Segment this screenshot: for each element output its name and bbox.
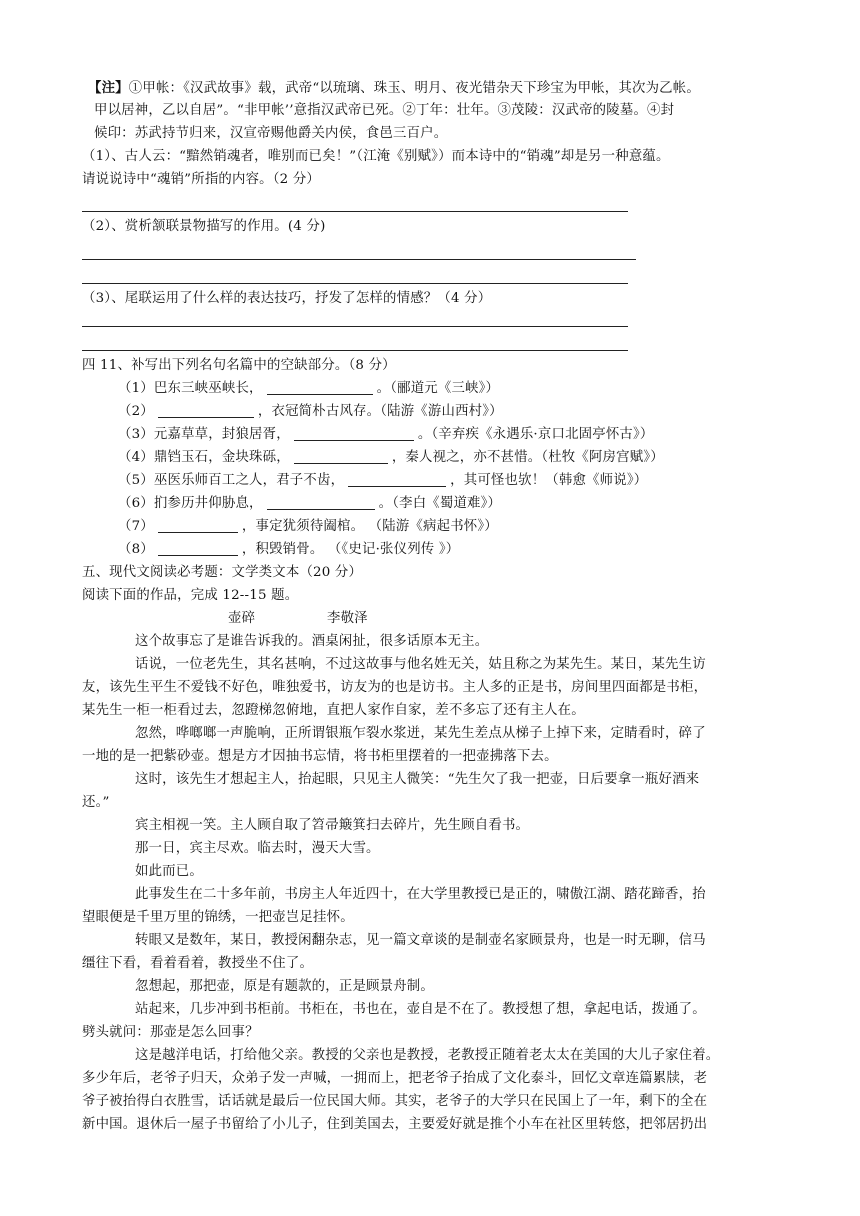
fill-blank[interactable]	[158, 518, 238, 533]
answer-line[interactable]	[82, 211, 628, 212]
story-line: 如此而已。	[135, 864, 203, 879]
story-line: 望眼便是千里万里的锦绣，一把壶岂足挂怀。	[82, 910, 354, 925]
story-line: 宾主相视一笑。主人顾自取了笤帚簸箕扫去碎片，先生顾自看书。	[135, 818, 530, 833]
story-author: 李敬泽	[327, 611, 368, 626]
fill-blank[interactable]	[294, 449, 388, 464]
story-title: 壶碎	[228, 611, 256, 626]
section-4-title: 四 11、补写出下列名句名篇中的空缺部分。（8 分）	[82, 358, 396, 373]
fill-item-6: （6）扪参历井仰胁息， 。（李白《蜀道难》）	[118, 496, 502, 511]
story-line: 新中国。退休后一屋子书留给了小儿子，住到美国去，主要爱好就是推个小车在社区里转悠，把邻居扔出	[82, 1117, 708, 1132]
section-5-title: 五、现代文阅读必考题：文学类文本（20 分）	[82, 565, 363, 580]
note-line-1: 【注】①甲帐：《汉武故事》载，武帝“以琉璃、珠玉、明月、夜光错杂天下珍宝为甲帐，其次为乙帐。	[88, 80, 700, 96]
story-line: 忽然，哗啷啷一声脆响，正所谓银瓶乍裂水浆迸，某先生差点从梯子上掉下来，定睛看时，碎了	[135, 726, 706, 741]
fill-item-7: （7） ，事定犹须待阖棺。 （陆游《病起书怀》）	[118, 519, 498, 534]
story-line: 忽想起，那把壶，原是有题款的，正是顾景舟制。	[135, 979, 434, 994]
answer-line[interactable]	[82, 259, 636, 260]
note-line-2: 甲以居神，乙以自居”。“非甲帐’’意指汉武帝已死。②丁年：壮年。③茂陵：汉武帝的陵墓。④封	[94, 103, 675, 118]
note-label: 【注】	[88, 80, 129, 96]
story-line: 友，该先生平生不爱钱不好色，唯独爱书，访友为的也是访书。主人多的正是书，房间里四面都是书柜，	[82, 680, 708, 695]
fill-blank[interactable]	[267, 380, 373, 395]
fill-item-5: （5）巫医乐师百工之人，君子不齿， ，其可怪也欤！（韩愈《师说》）	[118, 473, 648, 488]
story-line: 话说，一位老先生，其名甚响，不过这故事与他名姓无关，姑且称之为某先生。某日，某先生访	[135, 657, 706, 672]
story-line: 此事发生在二十多年前，书房主人年近四十，在大学里教授已是正的，啸傲江湖、踏花蹄香，抬	[135, 887, 706, 902]
story-line: 这时，该先生才想起主人，抬起眼，只见主人微笑：“先生欠了我一把壶，日后要拿一瓶好酒来	[135, 772, 700, 787]
answer-line[interactable]	[82, 283, 628, 284]
fill-item-1: （1）巴东三峡巫峡长， 。（郦道元《三峡》）	[118, 381, 500, 396]
story-line: 缰往下看，看着看着，教授坐不住了。	[82, 956, 314, 971]
fill-item-4: （4）鼎铛玉石，金块珠砾， ，秦人视之，亦不甚惜。（杜牧《阿房宫赋》）	[118, 450, 664, 465]
story-line: 爷子被抬得白衣胜雪，话话就是最后一位民国大师。其实，老爷子的大学只在民国上了一年，剩下的全在	[82, 1094, 708, 1109]
answer-line[interactable]	[82, 326, 628, 327]
question-3: （3）、尾联运用了什么样的表达技巧，抒发了怎样的情感？（4 分）	[82, 291, 492, 306]
fill-blank[interactable]	[294, 426, 414, 441]
story-line: 劈头就问：那壶是怎么回事？	[82, 1025, 259, 1040]
story-line: 还。”	[82, 795, 110, 810]
fill-item-8: （8） ，积毁销骨。 （《史记·张仪列传 》）	[118, 542, 460, 557]
fill-blank[interactable]	[158, 541, 238, 556]
story-line: 那一日，宾主尽欢。临去时，漫天大雪。	[135, 841, 380, 856]
story-line: 这个故事忘了是谁告诉我的。酒桌闲扯，很多话原本无主。	[135, 634, 489, 649]
reading-instruction: 阅读下面的作品，完成 12--15 题。	[82, 588, 299, 603]
story-line: 一地的是一把紫砂壶。想是方才因抽书忘情，将书柜里摆着的一把壶拂落下去。	[82, 749, 558, 764]
fill-blank[interactable]	[348, 472, 446, 487]
fill-item-2: （2） ，衣冠简朴古风存。（陆游《游山西村》）	[118, 404, 503, 419]
fill-item-3: （3）元嘉草草，封狼居胥， 。（辛弃疾《永遇乐·京口北固亭怀古》）	[118, 427, 654, 442]
story-line: 站起来，几步冲到书柜前。书柜在，书也在，壶自是不在了。教授想了想，拿起电话，拨通了。	[135, 1002, 706, 1017]
note-line-3: 候印：苏武持节归来，汉宣帝赐他爵关内侯，食邑三百户。	[94, 126, 448, 141]
story-line: 某先生一柜一柜看过去，忽蹬梯忽俯地，直把人家作自家，差不多忘了还有主人在。	[82, 703, 585, 718]
question-2: （2）、赏析颔联景物描写的作用。(4 分)	[82, 219, 326, 234]
answer-line[interactable]	[82, 350, 628, 351]
question-1-line-1: （1）、古人云：“黯然销魂者，唯别而已矣！”（江淹《别赋》）而本诗中的“销魂”却是另一种意蕴。	[82, 149, 670, 164]
story-line: 转眼又是数年，某日，教授闲翻杂志，见一篇文章谈的是制壶名家顾景舟，也是一时无聊，信马	[135, 933, 706, 948]
fill-blank[interactable]	[267, 495, 375, 510]
fill-blank[interactable]	[158, 403, 254, 418]
question-1-line-2: 请说说诗中“魂销”所指的内容。（2 分）	[82, 172, 321, 187]
story-line: 这是越洋电话，打给他父亲。教授的父亲也是教授，老教授正随着老太太在美国的大儿子家住着。	[135, 1048, 720, 1063]
story-line: 多少年后，老爷子归天，众弟子发一声喊，一拥而上，把老爷子抬成了文化泰斗，回忆文章连篇累牍，老	[82, 1071, 708, 1086]
